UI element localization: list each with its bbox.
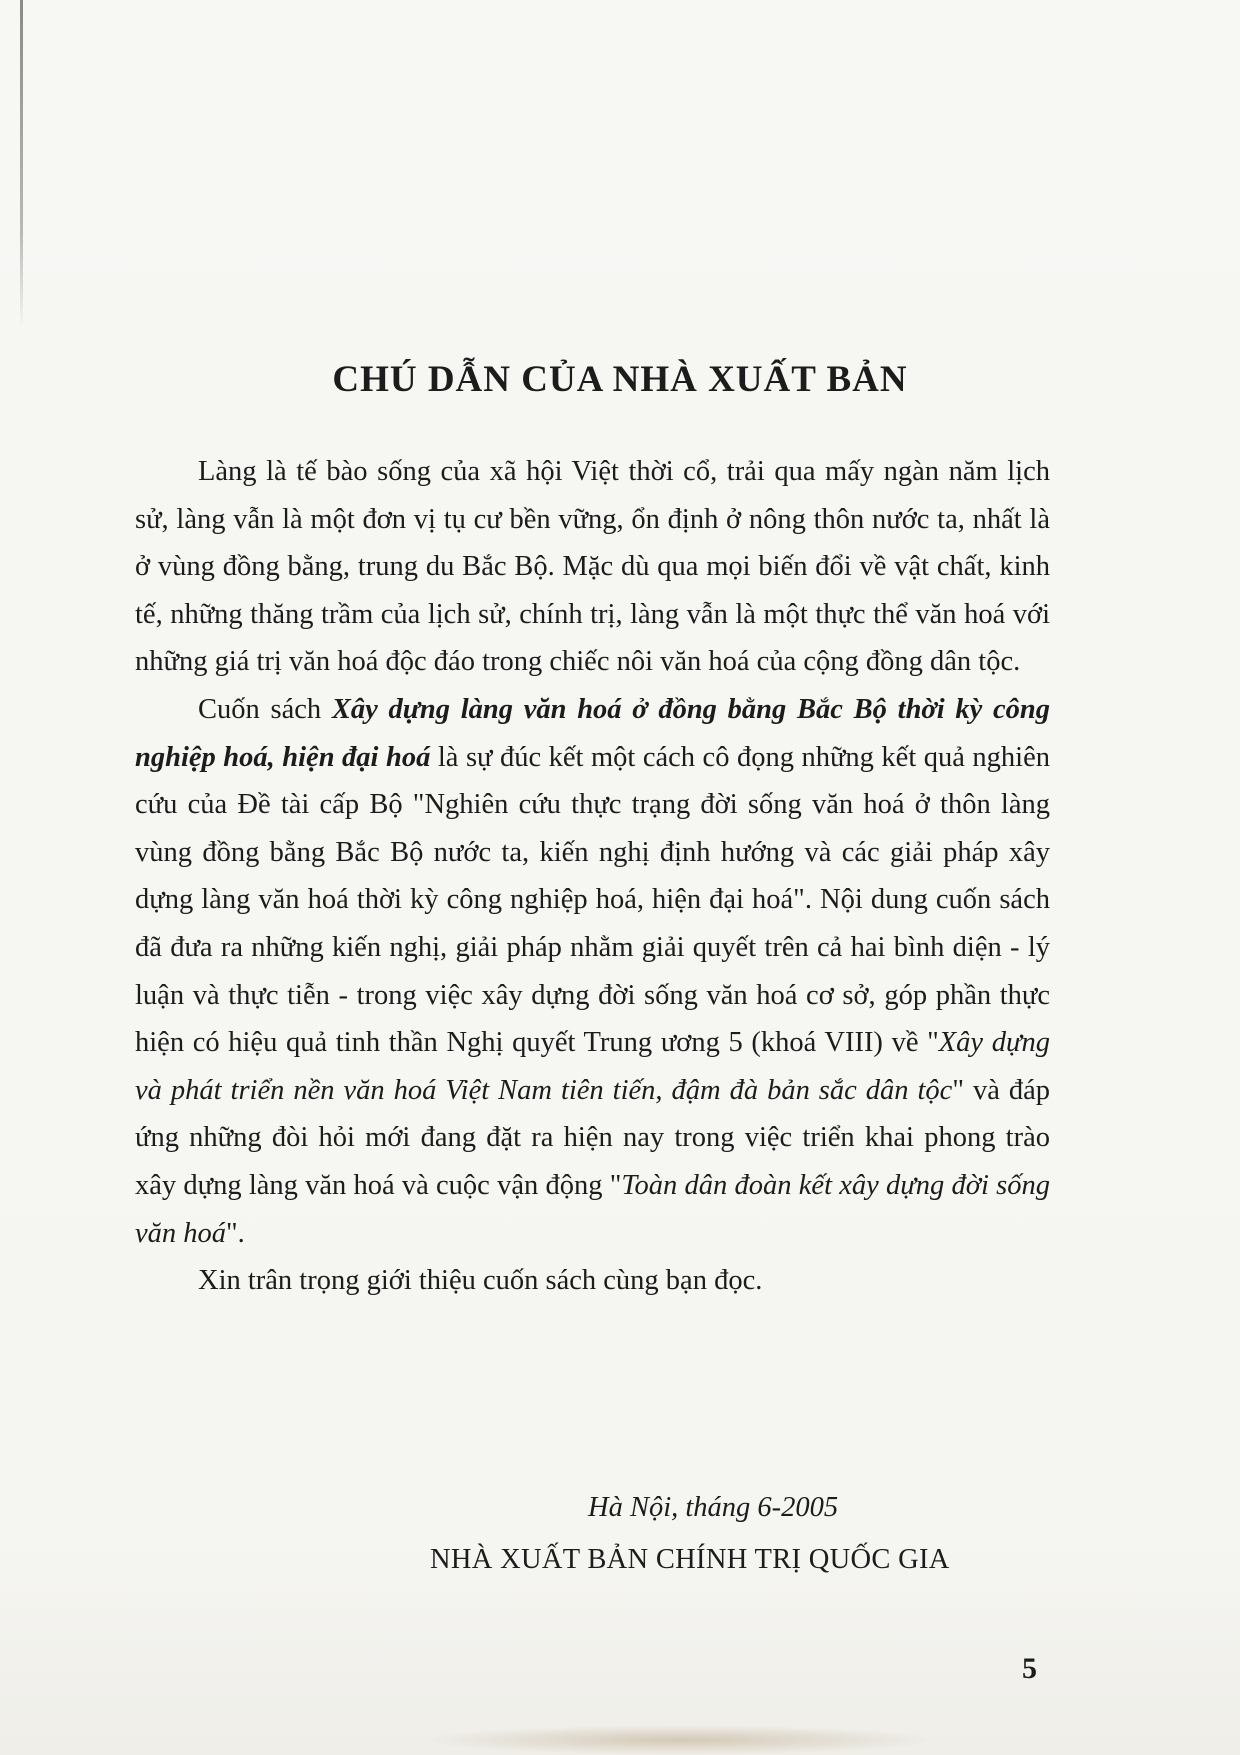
book-title: Xây dựng làng văn hoá ở đồng bằng Bắc Bộ thời kỳ công nghiệp hoá, hiện đại hoá: [135, 693, 1051, 773]
signature-publisher: NHÀ XUẤT BẢN CHÍNH TRỊ QUỐC GIA: [430, 1544, 950, 1575]
paragraph-lead: Cuốn sách: [198, 693, 332, 725]
paragraph-after: " và đáp ứng những đòi hỏi mới đang đặt ra hiện nay trong việc triển khai phong trào xây dựng làng văn hoá và cuộc vận động ": [135, 1074, 1050, 1201]
scan-shadow: [420, 1725, 940, 1755]
page-title: CHÚ DẪN CỦA NHÀ XUẤT BẢN: [332, 359, 908, 400]
paragraph-intro: Làng là tế bào sống của xã hội Việt thời cổ, trải qua mấy ngàn năm lịch sử, làng vẫn là một đơn vị tụ cư bền vững, ổn định ở nông thôn nước ta, nhất là ở vùng đồng bằng, trung du Bắc Bộ. Mặc dù qua mọi biến đổi về vật chất, kinh tế, những thăng trầm của lịch sử, chính trị, làng vẫn là một thực thể văn hoá với những giá trị văn hoá độc đáo trong chiếc nôi văn hoá của cộng đồng dân tộc.: [135, 456, 1050, 678]
page-number: 5: [1022, 1652, 1037, 1685]
signature-place-date: Hà Nội, tháng 6-2005: [588, 1492, 839, 1523]
body-text: [135, 448, 1050, 1305]
paragraph-middle: là sự đúc kết một cách cô đọng những kết quả nghiên cứu của Đề tài cấp Bộ "Nghiên cứu thực trạng đời sống văn hoá ở thôn làng vùng đồng bằng Bắc Bộ nước ta, kiến nghị định hướng và các giải pháp xây dựng làng văn hoá thời kỳ công nghiệp hoá, hiện đại hoá". Nội dung cuốn sách đã đưa ra những kiến nghị, giải pháp nhằm giải quyết trên cả hai bình diện - lý luận và thực tiễn - trong việc xây dựng đời sống văn hoá cơ sở, góp phần thực hiện có hiệu quả tinh thần Nghị quyết Trung ương 5 (khoá VIII) về ": [135, 741, 1050, 1059]
page-binding-edge: [20, 0, 23, 330]
signature-block: [430, 1482, 1050, 1586]
paragraph-closing: Xin trân trọng giới thiệu cuốn sách cùng bạn đọc.: [198, 1265, 763, 1297]
resolution-title: Xây dựng và phát triển nền văn hoá Việt Nam tiên tiến, đậm đà bản sắc dân tộc: [135, 1027, 1050, 1106]
campaign-title: Toàn dân đoàn kết xây dựng đời sống văn hoá: [135, 1169, 1050, 1249]
paragraph-end: ".: [226, 1217, 245, 1249]
paragraph-book-summary: [135, 686, 1050, 1257]
